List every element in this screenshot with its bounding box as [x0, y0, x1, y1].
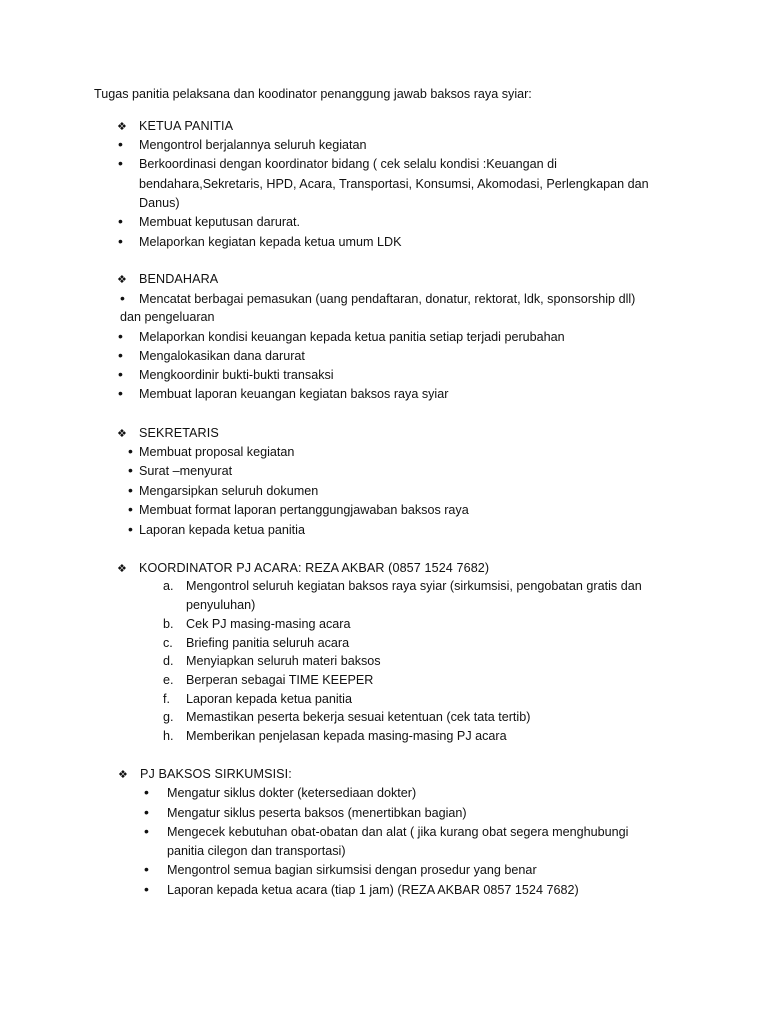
list-marker: d.	[163, 654, 174, 668]
list-marker: c.	[163, 636, 173, 650]
list-item: Memberikan penjelasan kepada masing-masing PJ acara	[186, 729, 507, 743]
list-item: Laporan kepada ketua panitia	[139, 523, 305, 537]
list-marker: f.	[163, 692, 170, 706]
list-item: Membuat laporan keuangan kegiatan baksos raya syiar	[139, 387, 449, 401]
bullet-icon: •	[120, 290, 125, 306]
list-item-continuation: bendahara,Sekretaris, HPD, Acara, Transportasi, Konsumsi, Akomodasi, Perlengkapan dan	[139, 177, 649, 191]
list-item: Mengecek kebutuhan obat-obatan dan alat ( jika kurang obat segera menghubungi	[167, 825, 629, 839]
list-item: Mencatat berbagai pemasukan (uang pendaftaran, donatur, rektorat, ldk, sponsorship dll)	[139, 292, 636, 306]
bullet-icon: •	[128, 521, 133, 537]
diamond-bullet-icon: ❖	[117, 274, 127, 286]
list-item: Memastikan peserta bekerja sesuai ketentuan (cek tata tertib)	[186, 710, 531, 724]
bullet-icon: •	[128, 443, 133, 459]
bullet-icon: •	[144, 784, 149, 800]
section-heading-bendahara: BENDAHARA	[139, 272, 219, 286]
list-item: Mengontrol semua bagian sirkumsisi dengan prosedur yang benar	[167, 863, 537, 877]
list-item: Menyiapkan seluruh materi baksos	[186, 654, 381, 668]
bullet-icon: •	[144, 823, 149, 839]
bullet-icon: •	[128, 462, 133, 478]
list-item: Membuat format laporan pertanggungjawaban baksos raya	[139, 503, 469, 517]
bullet-icon: •	[118, 136, 123, 152]
list-item: Cek PJ masing-masing acara	[186, 617, 351, 631]
list-item: Briefing panitia seluruh acara	[186, 636, 350, 650]
list-item: Melaporkan kegiatan kepada ketua umum LDK	[139, 235, 402, 249]
bullet-icon: •	[118, 213, 123, 229]
document-title: Tugas panitia pelaksana dan koodinator penanggung jawab baksos raya syiar:	[94, 87, 532, 101]
bullet-icon: •	[128, 482, 133, 498]
diamond-bullet-icon: ❖	[117, 563, 127, 575]
diamond-bullet-icon: ❖	[118, 769, 128, 781]
list-item: Berperan sebagai TIME KEEPER	[186, 673, 374, 687]
list-item: Surat –menyurat	[139, 464, 233, 478]
list-item: Mengatur siklus peserta baksos (menertibkan bagian)	[167, 806, 467, 820]
list-marker: b.	[163, 617, 174, 631]
bullet-icon: •	[118, 347, 123, 363]
list-item: Laporan kepada ketua panitia	[186, 692, 352, 706]
list-item: Melaporkan kondisi keuangan kepada ketua panitia setiap terjadi perubahan	[139, 330, 565, 344]
list-item: Laporan kepada ketua acara (tiap 1 jam) (REZA AKBAR 0857 1524 7682)	[167, 883, 579, 897]
bullet-icon: •	[144, 804, 149, 820]
list-item: Mengkoordinir bukti-bukti transaksi	[139, 368, 334, 382]
list-item-continuation: Danus)	[139, 196, 180, 210]
list-item: Mengontrol berjalannya seluruh kegiatan	[139, 138, 367, 152]
bullet-icon: •	[118, 385, 123, 401]
section-heading-ketua: KETUA PANITIA	[139, 119, 234, 133]
list-marker: a.	[163, 579, 174, 593]
bullet-icon: •	[118, 155, 123, 171]
list-item: Membuat proposal kegiatan	[139, 445, 295, 459]
bullet-icon: •	[144, 881, 149, 897]
section-heading-sirkumsisi: PJ BAKSOS SIRKUMSISI:	[140, 767, 292, 781]
diamond-bullet-icon: ❖	[117, 121, 127, 133]
list-item-continuation: dan pengeluaran	[120, 310, 215, 324]
list-item: Membuat keputusan darurat.	[139, 215, 301, 229]
list-marker: h.	[163, 729, 174, 743]
list-marker: g.	[163, 710, 174, 724]
bullet-icon: •	[144, 861, 149, 877]
list-marker: e.	[163, 673, 174, 687]
list-item: Mengatur siklus dokter (ketersediaan dokter)	[167, 786, 417, 800]
list-item: Berkoordinasi dengan koordinator bidang ( cek selalu kondisi :Keuangan di	[139, 157, 557, 171]
bullet-icon: •	[118, 366, 123, 382]
bullet-icon: •	[128, 501, 133, 517]
bullet-icon: •	[118, 233, 123, 249]
list-item-continuation: penyuluhan)	[186, 598, 256, 612]
bullet-icon: •	[118, 328, 123, 344]
list-item-continuation: panitia cilegon dan transportasi)	[167, 844, 346, 858]
list-item: Mengontrol seluruh kegiatan baksos raya syiar (sirkumsisi, pengobatan gratis dan	[186, 579, 642, 593]
list-item: Mengarsipkan seluruh dokumen	[139, 484, 319, 498]
diamond-bullet-icon: ❖	[117, 428, 127, 440]
section-heading-acara: KOORDINATOR PJ ACARA: REZA AKBAR (0857 1524 7682)	[139, 561, 490, 575]
section-heading-sekretaris: SEKRETARIS	[139, 426, 219, 440]
list-item: Mengalokasikan dana darurat	[139, 349, 305, 363]
